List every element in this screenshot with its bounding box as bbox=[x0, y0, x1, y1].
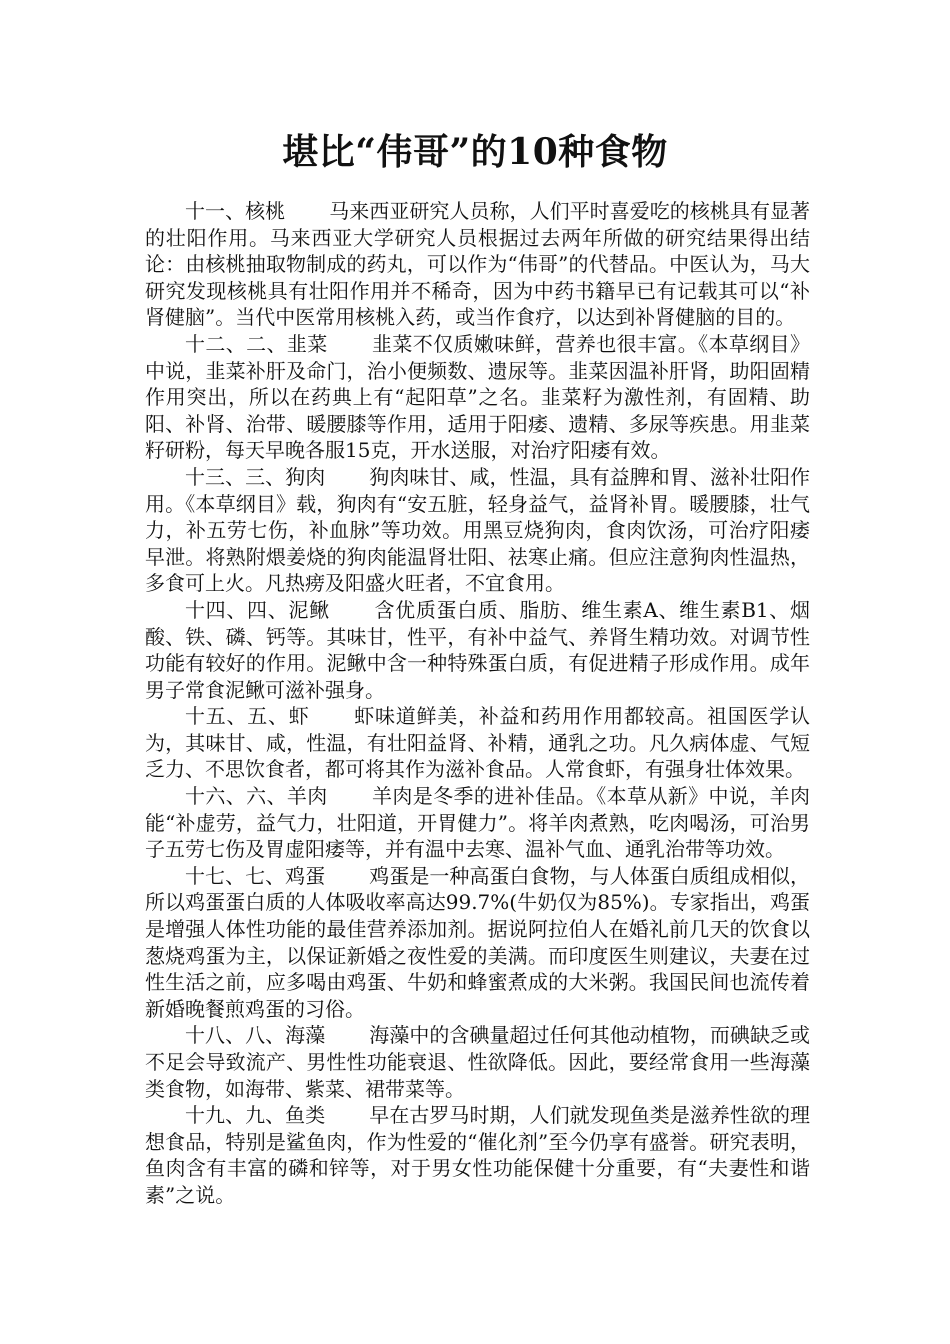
section-egg bbox=[145, 863, 810, 1023]
section-walnut bbox=[145, 198, 810, 331]
section-body: 虾味道鲜美，补益和药用作用都较高。祖国医学认为，其味甘、咸，性温，有壮阳益肾、补精，通乳之功。凡久病体虚、气短乏力、不思饮食者，都可将其作为滋补食品。人常食虾，有强身壮体效果。 bbox=[145, 704, 810, 782]
section-body: 羊肉是冬季的进补佳品。《本草从新》中说，羊肉能“补虚劳，益气力，壮阳道，开胃健力”。将羊肉煮熟，吃肉喝汤，可治男子五劳七伤及胃虚阳痿等，并有温中去寒、温补气血、通乳治带等功效。 bbox=[145, 784, 811, 862]
section-body: 早在古罗马时期，人们就发现鱼类是滋养性欲的理想食品，特别是鲨鱼肉，作为性爱的“催化剂”至今仍享有盛誉。研究表明，鱼肉含有丰富的磷和锌等，对于男女性功能保健十分重要，有“夫妻性和谐素”之说。 bbox=[145, 1103, 811, 1207]
section-body: 马来西亚研究人员称，人们平时喜爱吃的核桃具有显著的壮阳作用。马来西亚大学研究人员根据过去两年所做的研究结果得出结论：由核桃抽取物制成的药丸，可以作为“伟哥”的代替品。中医认为，马大研究发现核桃具有壮阳作用并不稀奇，因为中药书籍早已有记载其可以“补肾健脑”。当代中医常用核桃入药，或当作食疗，以达到补肾健脑的目的。 bbox=[145, 199, 811, 330]
section-body: 狗肉味甘、咸，性温，具有益脾和胃、滋补壮阳作用。《本草纲目》载，狗肉有“安五脏，轻身益气，益肾补胃。暖腰膝，壮气力，补五劳七伤，补血脉”等功效。用黑豆烧狗肉，食肉饮汤，可治疗阳痿早泄。将熟附煨姜烧的狗肉能温肾壮阳、祛寒止痛。但应注意狗肉性温热，多食可上火。凡热痨及阳盛火旺者，不宜食用。 bbox=[145, 464, 811, 596]
section-heading: 十九、九、鱼类 bbox=[185, 1103, 326, 1128]
section-shrimp bbox=[145, 703, 810, 783]
section-body: 鸡蛋是一种高蛋白食物，与人体蛋白质组成相似，所以鸡蛋蛋白质的人体吸收率高达99.7%(牛奶仅为85%)。专家指出，鸡蛋是增强人体性功能的最佳营养添加剂。据说阿拉伯人在婚礼前几天的饮食以葱烧鸡蛋为主，以保证新婚之夜性爱的美满。而印度医生则建议，夫妻在过性生活之前，应多喝由鸡蛋、牛奶和蜂蜜煮成的大米粥。我国民间也流传着新婚晚餐煎鸡蛋的习俗。 bbox=[145, 863, 811, 1021]
section-seaweed bbox=[145, 1022, 810, 1102]
section-chives bbox=[145, 331, 810, 464]
section-body: 韭菜不仅质嫩味鲜，营养也很丰富。《本草纲目》中说，韭菜补肝及命门，治小便频数、遗尿等。韭菜因温补肝肾，助阳固精作用突出，所以在药典上有“起阳草”之名。韭菜籽为激性剂，有固精、助阳、补肾、治带、暖腰膝等作用，适用于阳痿、遗精、多尿等疾患。用韭菜籽研粉，每天早晚各服15克，开水送服，对治疗阳痿有效。 bbox=[145, 331, 811, 463]
section-heading: 十六、六、羊肉 bbox=[185, 784, 328, 809]
document-body bbox=[145, 198, 810, 1209]
section-heading: 十三、三、狗肉 bbox=[185, 464, 326, 489]
section-heading: 十一、核桃 bbox=[185, 199, 286, 223]
section-body: 海藻中的含碘量超过任何其他动植物，而碘缺乏或不足会导致流产、男性性功能衰退、性欲降低。因此，要经常食用一些海藻类食物，如海带、紫菜、裙带菜等。 bbox=[145, 1023, 811, 1101]
section-body: 含优质蛋白质、脂肪、维生素A、维生素B1、烟酸、铁、磷、钙等。其味甘，性平，有补中益气、养肾生精功效。对调节性功能有较好的作用。泥鳅中含一种特殊蛋白质，有促进精子形成作用。成年男子常食泥鳅可滋补强身。 bbox=[145, 597, 810, 702]
section-heading: 十四、四、泥鳅 bbox=[185, 597, 330, 622]
section-loach bbox=[145, 597, 810, 703]
document-title: 堪比“伟哥”的10种食物 bbox=[282, 131, 668, 173]
section-dog-meat bbox=[145, 464, 810, 597]
section-heading: 十八、八、海藻 bbox=[185, 1023, 326, 1048]
section-heading: 十七、七、鸡蛋 bbox=[185, 863, 326, 888]
section-fish bbox=[145, 1102, 810, 1208]
section-heading: 十五、五、虾 bbox=[185, 704, 310, 729]
section-heading: 十二、二、韭菜 bbox=[185, 331, 328, 356]
section-mutton bbox=[145, 783, 810, 863]
